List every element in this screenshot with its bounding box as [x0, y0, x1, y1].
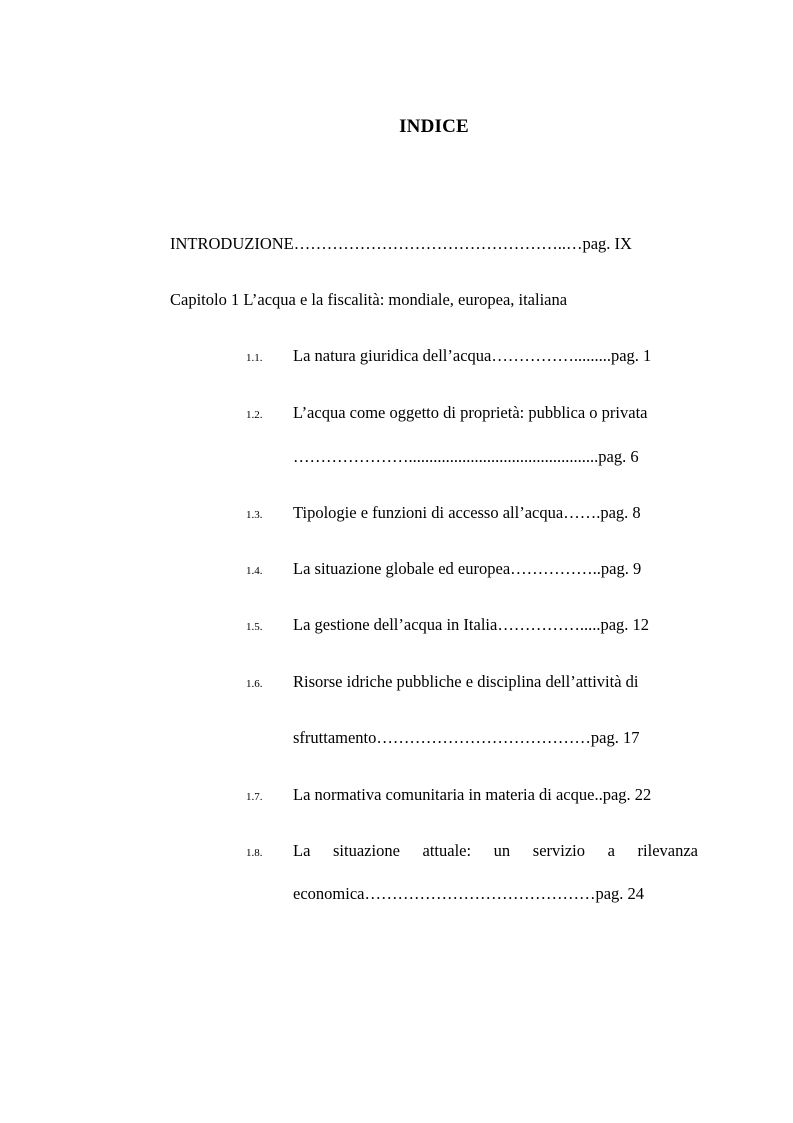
toc-entry-title: Tipologie e funzioni di accesso all’acqua…….pag. 8: [293, 503, 641, 522]
toc-entry-title: La gestione dell’acqua in Italia…………….....pag. 12: [293, 615, 650, 634]
toc-entry-title: La situazione globale ed europea……………..pag. 9: [293, 559, 642, 578]
toc-entry-number: 1.1.: [246, 352, 263, 364]
toc-entry-title: L’acqua come oggetto di proprietà: pubblica o privata: [293, 403, 648, 422]
page-title: INDICE: [399, 116, 469, 137]
toc-chapter-heading: Capitolo 1 L’acqua e la fiscalità: mondiale, europea, italiana: [170, 290, 568, 309]
toc-entry-title: La natura giuridica dell’acqua…………….........pag. 1: [293, 346, 652, 365]
toc-entry-number: 1.2.: [246, 409, 263, 421]
toc-entry-title: Risorse idriche pubbliche e disciplina dell’attività di: [293, 672, 639, 691]
toc-entry-continuation: sfruttamento…………………………………pag. 17: [293, 728, 640, 747]
toc-entry-number: 1.3.: [246, 509, 263, 521]
toc-entry-continuation: economica……………………………………pag. 24: [293, 884, 645, 903]
toc-entry-continuation: …………………..............................................pag. 6: [293, 447, 639, 466]
toc-entry-number: 1.4.: [246, 565, 263, 577]
toc-entry-number: 1.7.: [246, 791, 263, 803]
toc-entry-number: 1.5.: [246, 621, 263, 633]
toc-entry-title: La normativa comunitaria in materia di acque..pag. 22: [293, 785, 652, 804]
toc-entry-number: 1.8.: [246, 847, 263, 859]
toc-entry-title: La situazione attuale: un servizio a rilevanza: [293, 841, 698, 860]
toc-entry-number: 1.6.: [246, 678, 263, 690]
toc-introduction: INTRODUZIONE…………………………………………..…pag. IX: [170, 234, 632, 253]
